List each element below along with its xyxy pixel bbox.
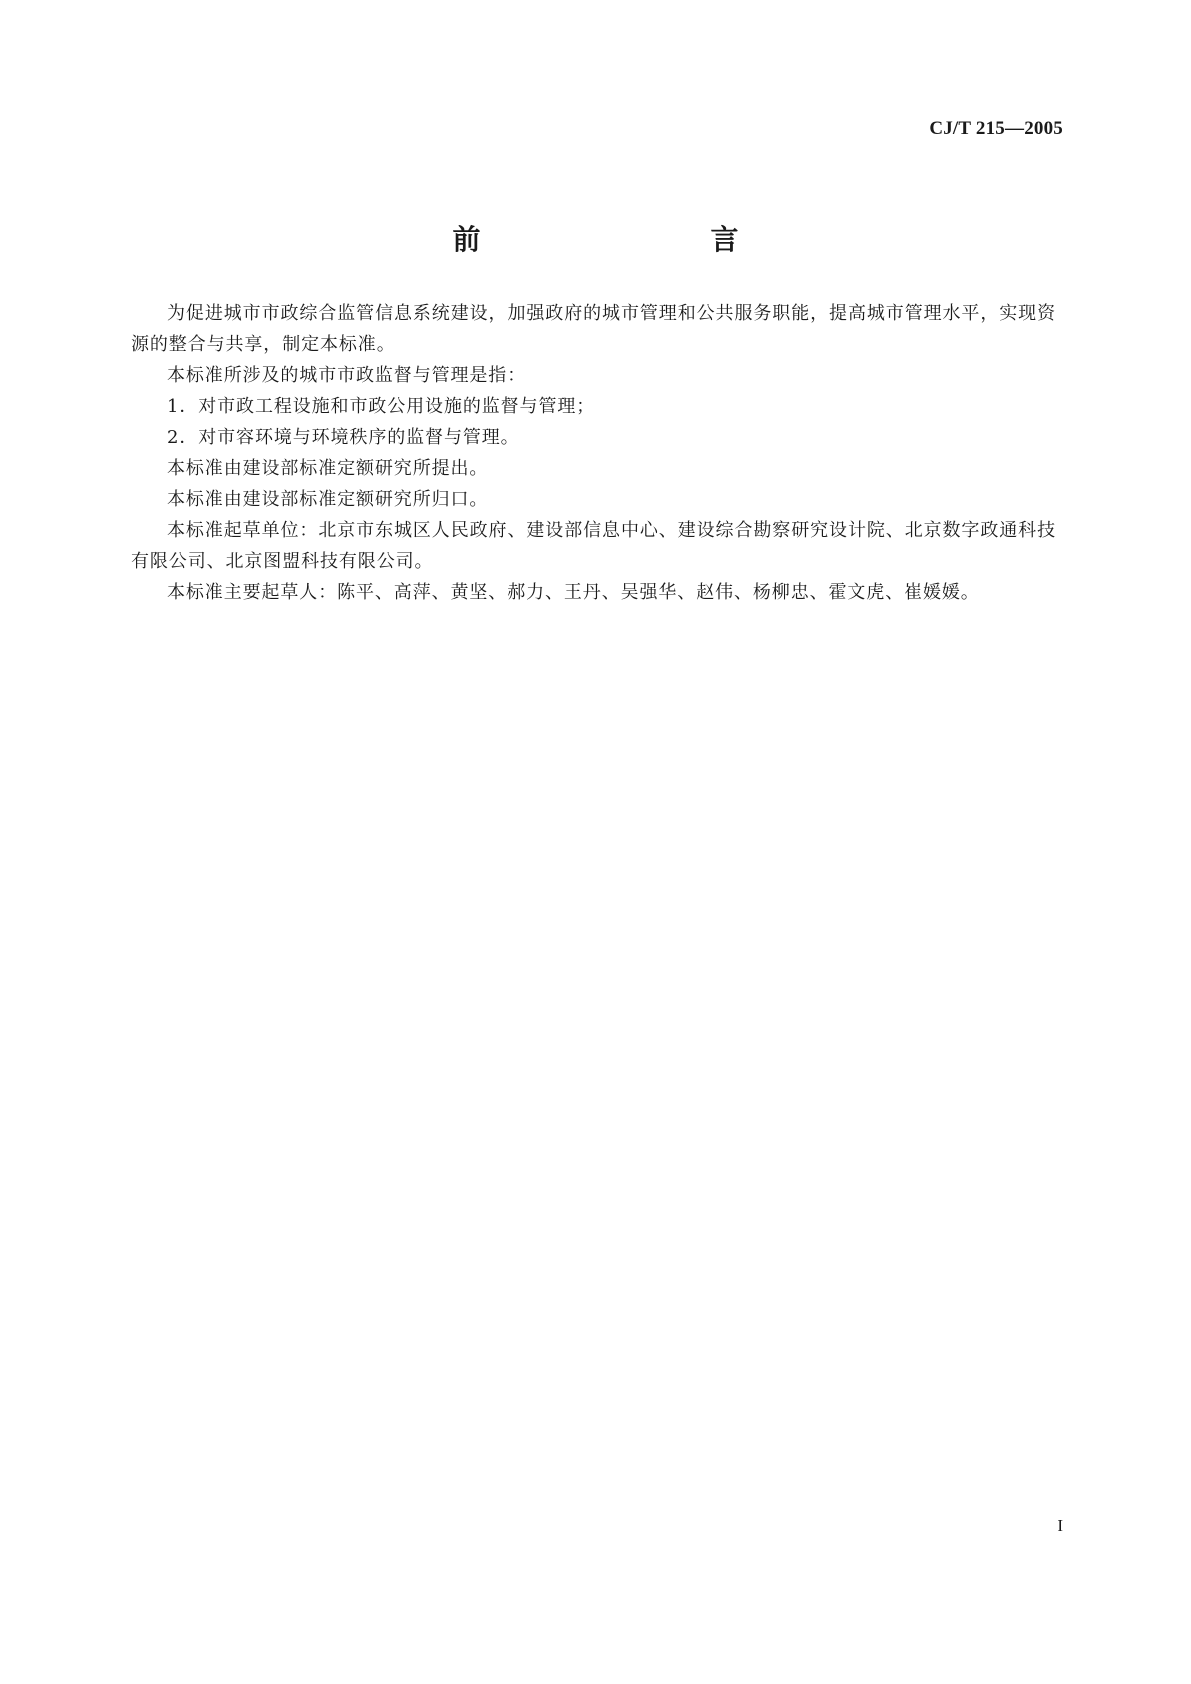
paragraph-administrator: 本标准由建设部标准定额研究所归口。 — [167, 489, 489, 510]
paragraph-proposer: 本标准由建设部标准定额研究所提出。 — [167, 458, 489, 479]
paragraph-purpose: 为促进城市市政综合监管信息系统建设，加强政府的城市管理和公共服务职能，提高城市管理水平，实现资源的整合与共享，制定本标准。 — [131, 303, 1056, 355]
standard-code: CJ/T 215—2005 — [929, 118, 1063, 139]
paragraph-scope-item-1: 1．对市政工程设施和市政公用设施的监督与管理； — [167, 396, 596, 417]
page-number: I — [1057, 1516, 1063, 1535]
page-title: 前 言 — [452, 223, 797, 256]
foreword-body — [131, 298, 1056, 608]
paragraph-drafting-units: 本标准起草单位：北京市东城区人民政府、建设部信息中心、建设综合勘察研究设计院、北京数字政通科技有限公司、北京图盟科技有限公司。 — [131, 520, 1056, 572]
paragraph-scope-item-2: 2．对市容环境与环境秩序的监督与管理。 — [167, 427, 520, 448]
paragraph-scope: 本标准所涉及的城市市政监督与管理是指： — [167, 365, 527, 386]
paragraph-drafters: 本标准主要起草人：陈平、高萍、黄坚、郝力、王丹、吴强华、赵伟、杨柳忠、霍文虎、崔媛媛。 — [167, 582, 980, 603]
